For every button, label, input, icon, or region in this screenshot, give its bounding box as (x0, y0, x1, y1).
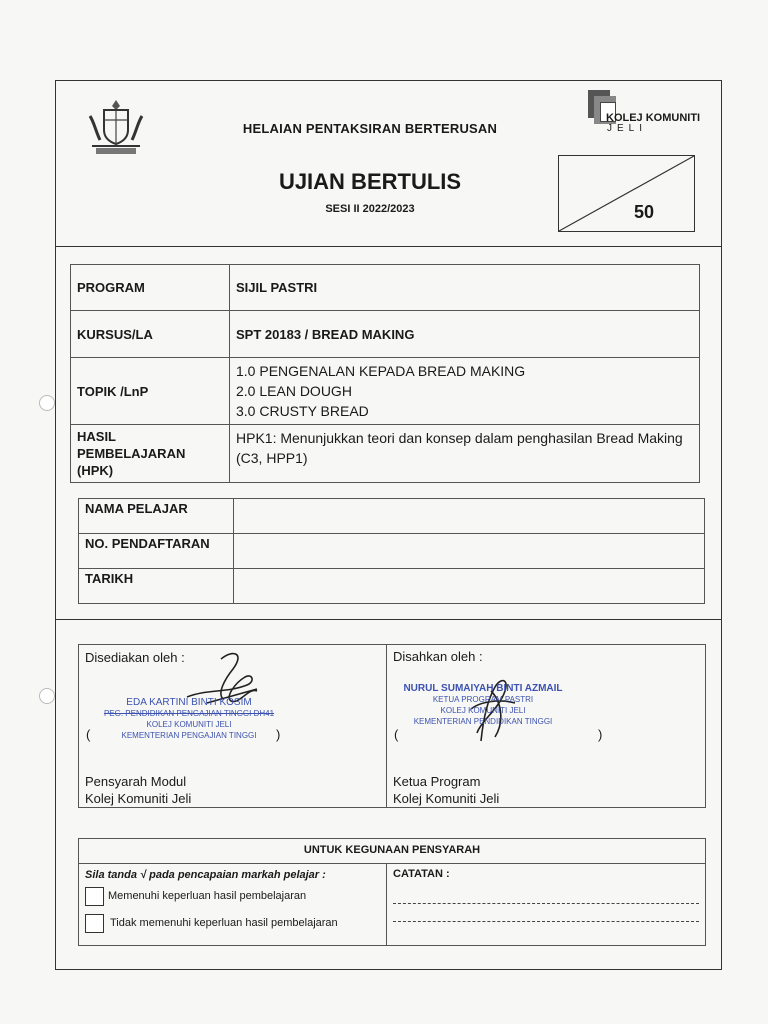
malaysia-coat-of-arms-icon (82, 96, 150, 158)
prepared-org: Kolej Komuniti Jeli (85, 791, 192, 806)
student-name-row (79, 499, 705, 534)
student-name-field[interactable] (234, 499, 705, 534)
topic-label: TOPIK /LnP (71, 358, 230, 425)
prepared-stamp (89, 697, 289, 741)
session-label: SESI II 2022/2023 (325, 203, 415, 215)
achieved-checkbox[interactable] (85, 887, 104, 906)
prepared-stamp-ministry: KEMENTERIAN PENGAJIAN TINGGI (121, 731, 257, 740)
student-info-table (78, 498, 705, 604)
notes-line[interactable] (393, 921, 699, 922)
section-divider (55, 619, 722, 620)
topic-item: 1.0 PENGENALAN KEPADA BREAD MAKING (236, 363, 526, 379)
prepared-by-label: Disediakan oleh : (85, 650, 185, 665)
prepared-stamp-name: EDA KARTINI BINTI KOSIM (126, 697, 252, 708)
form-subtitle: HELAIAN PENTAKSIRAN BERTERUSAN (242, 121, 498, 136)
registration-label: NO. PENDAFTARAN (79, 534, 234, 569)
logo-line2: JELI (607, 123, 648, 134)
program-row (71, 265, 700, 311)
topic-row (71, 358, 700, 425)
topic-item: 3.0 CRUSTY BREAD (236, 403, 369, 419)
registration-field[interactable] (234, 534, 705, 569)
program-info-table (70, 264, 700, 483)
topic-item: 2.0 LEAN DOUGH (236, 383, 352, 399)
punch-hole-top (39, 395, 55, 411)
prepared-close-paren: ) (276, 727, 281, 742)
approved-stamp (395, 683, 571, 727)
approved-stamp-college: KOLEJ KOMUNITI JELI (440, 706, 526, 715)
prepared-stamp-college: KOLEJ KOMUNITI JELI (146, 720, 232, 729)
prepared-open-paren: ( (86, 727, 91, 742)
signature-box (78, 644, 706, 808)
approved-stamp-title: KETUA PROGRAM PASTRI (432, 695, 534, 704)
header-divider (55, 246, 722, 247)
approved-close-paren: ) (598, 727, 603, 742)
diagonal-line (559, 156, 694, 231)
student-name-label: NAMA PELAJAR (79, 499, 234, 534)
course-row (71, 311, 700, 358)
instruction-label: Sila tanda √ pada pencapaian markah pelajar : (85, 869, 326, 881)
topic-list (230, 358, 700, 425)
outcome-label: HASIL PEMBELAJARAN (HPK) (71, 425, 230, 483)
date-row (79, 569, 705, 604)
notes-label: CATATAN : (393, 868, 450, 880)
prepared-stamp-title: PEG. PENDIDIKAN PENGAJIAN TINGGI DH41 (103, 709, 275, 718)
prepared-role: Pensyarah Modul (85, 774, 187, 789)
kolej-komuniti-logo-icon (588, 90, 708, 136)
course-label: KURSUS/LA (71, 311, 230, 358)
outcome-value: HPK1: Menunjukkan teori dan konsep dalam penghasilan Bread Making (C3, HPP1) (230, 425, 700, 483)
program-value: SIJIL PASTRI (230, 265, 700, 311)
approved-org: Kolej Komuniti Jeli (393, 791, 500, 806)
not-achieved-option-label: Tidak memenuhi keperluan hasil pembelajaran (110, 917, 338, 929)
approved-stamp-ministry: KEMENTERIAN PENDIDIKAN TINGGI (413, 717, 553, 726)
date-label: TARIKH (79, 569, 234, 604)
lecturer-use-divider (386, 863, 387, 945)
approved-stamp-name: NURUL SUMAIYAH BINTI AZMAIL (403, 683, 563, 694)
course-value: SPT 20183 / BREAD MAKING (230, 311, 700, 358)
notes-line[interactable] (393, 903, 699, 904)
outcome-row (71, 425, 700, 483)
marks-box[interactable] (558, 155, 695, 232)
lecturer-use-title: UNTUK KEGUNAAN PENSYARAH (79, 839, 705, 864)
approved-open-paren: ( (394, 727, 399, 742)
page-title: UJIAN BERTULIS (278, 169, 462, 194)
lecturer-use-box (78, 838, 706, 946)
achieved-option-label: Memenuhi keperluan hasil pembelajaran (108, 890, 307, 902)
punch-hole-bottom (39, 688, 55, 704)
logo-line1: KOLEJ KOMUNITI (606, 112, 701, 124)
approved-by-label: Disahkan oleh : (393, 649, 483, 664)
approved-role: Ketua Program (393, 774, 481, 789)
registration-row (79, 534, 705, 569)
not-achieved-checkbox[interactable] (85, 914, 104, 933)
signature-divider (386, 645, 387, 807)
total-marks: 50 (633, 202, 654, 222)
date-field[interactable] (234, 569, 705, 604)
program-label: PROGRAM (71, 265, 230, 311)
